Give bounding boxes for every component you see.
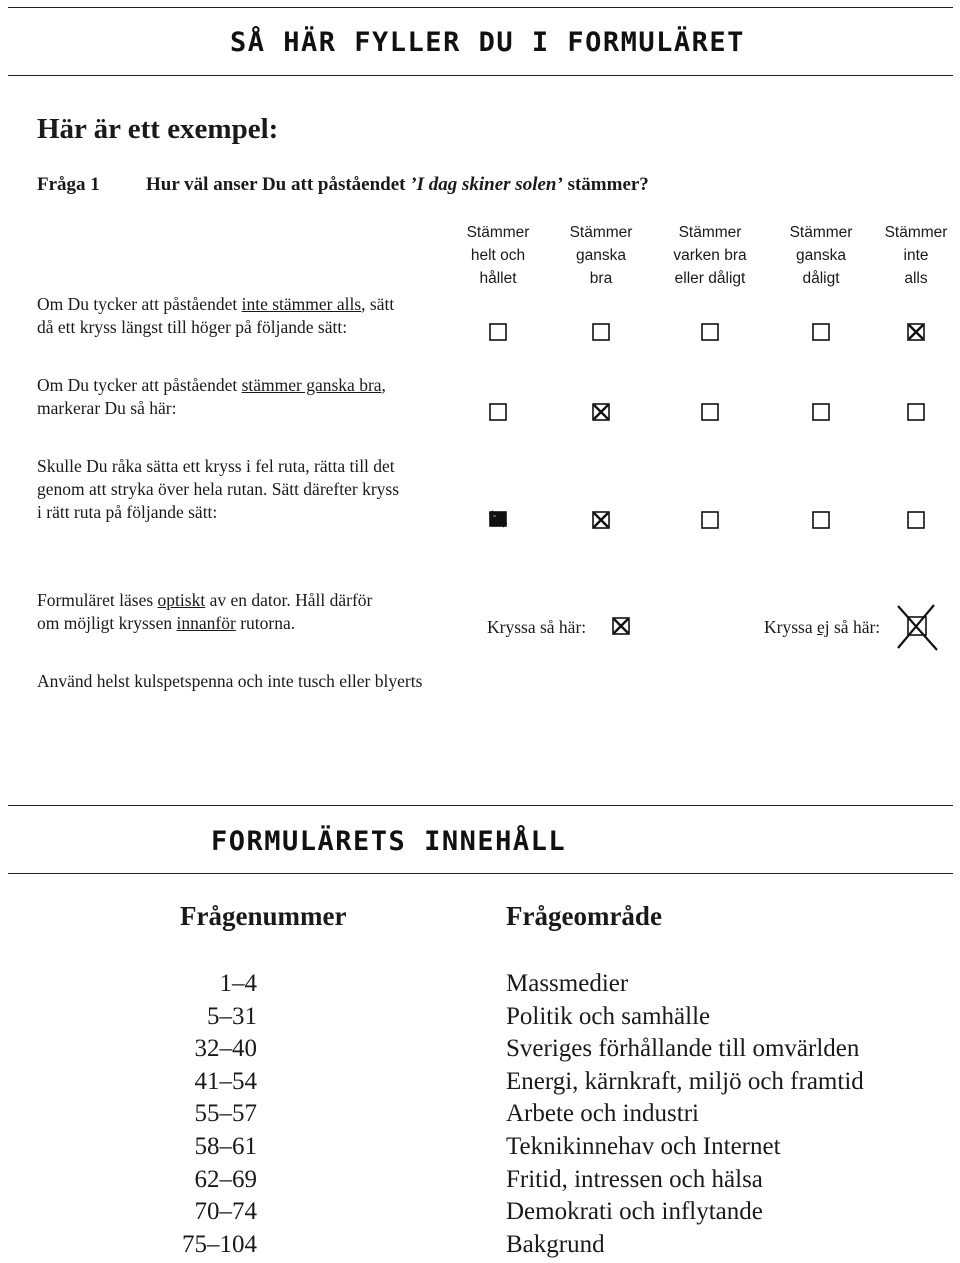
table-row — [0, 1001, 960, 1033]
question-area: Fritid, intressen och hälsa — [506, 1165, 763, 1193]
do-mark-checkbox — [612, 617, 630, 635]
question-text: Hur väl anser Du att påståendet ’I dag skiner solen’ stämmer? — [146, 174, 649, 195]
question-range: 41–54 — [194, 1067, 257, 1095]
table-row — [0, 1066, 960, 1098]
question-area: Arbete och industri — [506, 1100, 700, 1128]
dont-mark-checkbox — [894, 602, 940, 652]
scale-header-2: Stämmer ganska bra — [569, 224, 633, 287]
table-row — [0, 1098, 960, 1130]
row2-text: Om Du tycker att påståendet stämmer ganska bra, markerar Du så här: — [37, 375, 386, 418]
table-row — [0, 1229, 960, 1261]
table-row — [0, 1164, 960, 1196]
scale-header-1: Stämmer helt och hållet — [466, 224, 530, 287]
question-label: Fråga 1 — [37, 174, 100, 195]
question-range: 62–69 — [194, 1165, 257, 1193]
do-mark-label: Kryssa så här: — [487, 617, 587, 637]
row2-checkbox-2-checked[interactable] — [592, 403, 610, 421]
col-header-number: Frågenummer — [180, 901, 347, 931]
row1-checkbox-5-checked[interactable] — [907, 323, 925, 341]
row3-checkbox-3[interactable] — [701, 511, 719, 529]
row1-checkbox-1[interactable] — [489, 323, 507, 341]
example-heading: Här är ett exempel: — [37, 113, 279, 145]
question-range: 70–74 — [194, 1198, 257, 1226]
title-rule — [8, 75, 953, 76]
row3-checkbox-2-checked[interactable] — [592, 511, 610, 529]
scale-header-3: Stämmer varken bra eller dåligt — [673, 224, 747, 287]
question-area: Sveriges förhållande till omvärlden — [506, 1035, 860, 1063]
section-title-contents: FORMULÄRETS INNEHÅLL — [211, 826, 567, 857]
row1-checkbox-2[interactable] — [592, 323, 610, 341]
question-range: 55–57 — [194, 1100, 257, 1128]
row3-checkbox-4[interactable] — [812, 511, 830, 529]
table-row — [0, 1131, 960, 1163]
col-header-area: Frågeområde — [506, 901, 662, 931]
table-row — [0, 1196, 960, 1228]
row2-checkbox-3[interactable] — [701, 403, 719, 421]
question-area: Politik och samhälle — [506, 1002, 711, 1030]
row1-checkbox-4[interactable] — [812, 323, 830, 341]
pen-note: Använd helst kulspetspenna och inte tusch eller blyerts — [37, 671, 423, 691]
section-title-how-to: SÅ HÄR FYLLER DU I FORMULÄRET — [230, 27, 745, 58]
question-area: Energi, kärnkraft, miljö och framtid — [506, 1067, 864, 1095]
row2-checkbox-5[interactable] — [907, 403, 925, 421]
question-range: 75–104 — [182, 1230, 257, 1258]
question-range: 32–40 — [194, 1035, 257, 1063]
row1-text: Om Du tycker att påståendet inte stämmer alls, sätt då ett kryss längst till höger på följande sätt: — [37, 294, 395, 337]
scale-header-4: Stämmer ganska dåligt — [789, 224, 853, 287]
question-range: 1–4 — [219, 970, 257, 997]
question-range: 58–61 — [194, 1133, 257, 1160]
question-area: Bakgrund — [506, 1230, 605, 1258]
question-area: Teknikinnehav och Internet — [506, 1133, 781, 1160]
row3-checkbox-1-crossed-out[interactable] — [489, 510, 507, 528]
question-area: Massmedier — [506, 970, 629, 997]
optical-note: Formuläret läses optiskt av en dator. Håll därför om möjligt kryssen innanför rutorna. — [37, 590, 373, 633]
top-rule — [8, 7, 953, 8]
table-row — [0, 968, 960, 1000]
question-area: Demokrati och inflytande — [506, 1198, 763, 1226]
scale-header-5: Stämmer inte alls — [884, 224, 948, 287]
row1-checkbox-3[interactable] — [701, 323, 719, 341]
question-range: 5–31 — [207, 1002, 257, 1030]
contents-title-rule — [8, 873, 953, 874]
row2-checkbox-1[interactable] — [489, 403, 507, 421]
row3-text: Skulle Du råka sätta ett kryss i fel ruta, rätta till det genom att stryka över hela rutan. Sätt därefter kryss i rätt ruta på följande sätt: — [37, 456, 400, 522]
row3-checkbox-5[interactable] — [907, 511, 925, 529]
dont-mark-label: Kryssa ej så här: — [764, 617, 881, 637]
table-row — [0, 1033, 960, 1065]
contents-top-rule — [8, 805, 953, 806]
row2-checkbox-4[interactable] — [812, 403, 830, 421]
